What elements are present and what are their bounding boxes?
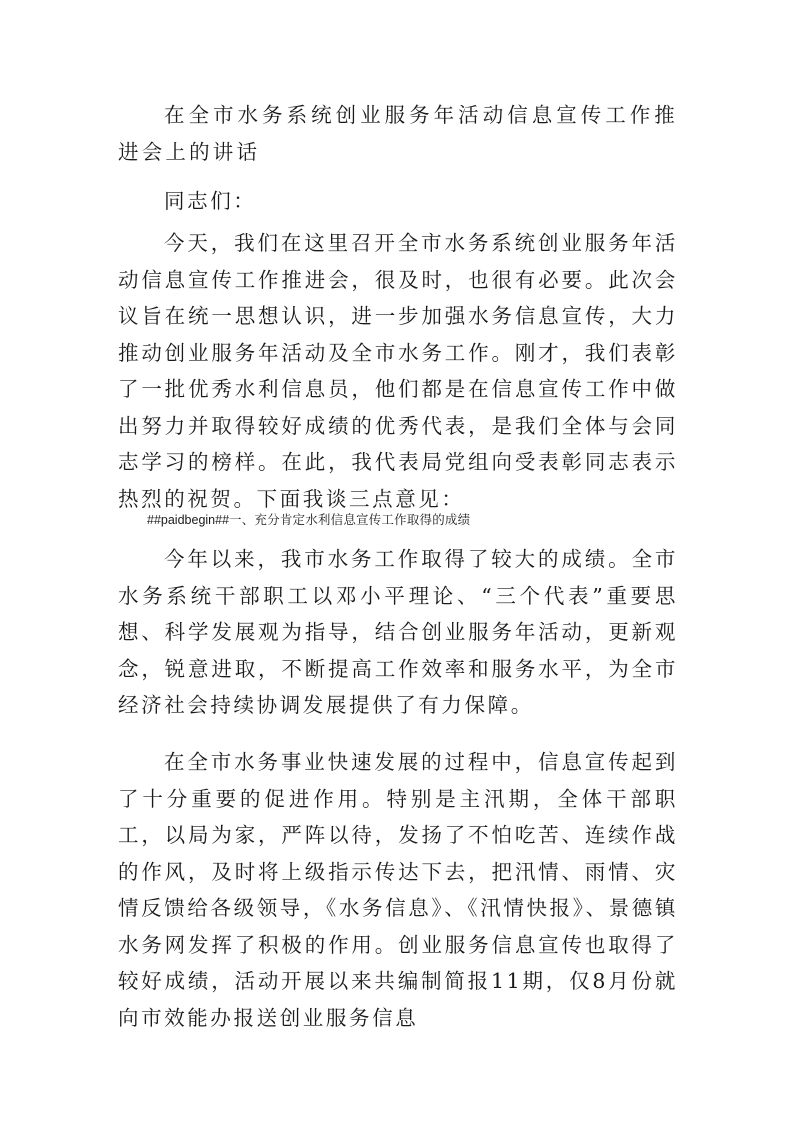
section-heading-line [147, 511, 470, 529]
greeting: 同志们： [164, 189, 257, 213]
paragraph-3: 在全市水务事业快速发展的过程中，信息宣传起到了十分重要的促进作用。特别是主汛期，全体干部职工，以局为家，严阵以待，发扬了不怕吃苦、连续作战的作风，及时将上级指示传达下去，把汛情、雨情、灾情反馈给各级领导，《水务信息》、《汛情快报》、景德镇水务网发挥了积极的作用。创业服务信息宣传也取得了较好成绩，活动开展以来共编制简报11期，仅8月份就向市效能办报送创业服务信息 [118, 750, 678, 1030]
section-heading: 一、充分肯定水利信息宣传工作取得的成绩 [229, 512, 471, 527]
paragraph-2: 今年以来，我市水务工作取得了较大的成绩。全市水务系统干部职工以邓小平理论、“三个代表”重要思想、科学发展观为指导，结合创业服务年活动，更新观念，锐意进取，不断提高工作效率和服务水平，为全市经济社会持续协调发展提供了有力保障。 [118, 547, 678, 717]
paragraph-1: 今天，我们在这里召开全市水务系统创业服务年活动信息宣传工作推进会，很及时，也很有必要。此次会议旨在统一思想认识，进一步加强水务信息宣传，大力推动创业服务年活动及全市水务工作。刚才，我们表彰了一批优秀水利信息员，他们都是在信息宣传工作中做出努力并取得较好成绩的优秀代表，是我们全体与会同志学习的榜样。在此，我代表局党组向受表彰同志表示热烈的祝贺。下面我谈三点意见： [118, 231, 678, 511]
paid-marker: ##paidbegin## [147, 513, 230, 527]
document-title: 在全市水务系统创业服务年活动信息宣传工作推进会上的讲话 [118, 103, 678, 164]
